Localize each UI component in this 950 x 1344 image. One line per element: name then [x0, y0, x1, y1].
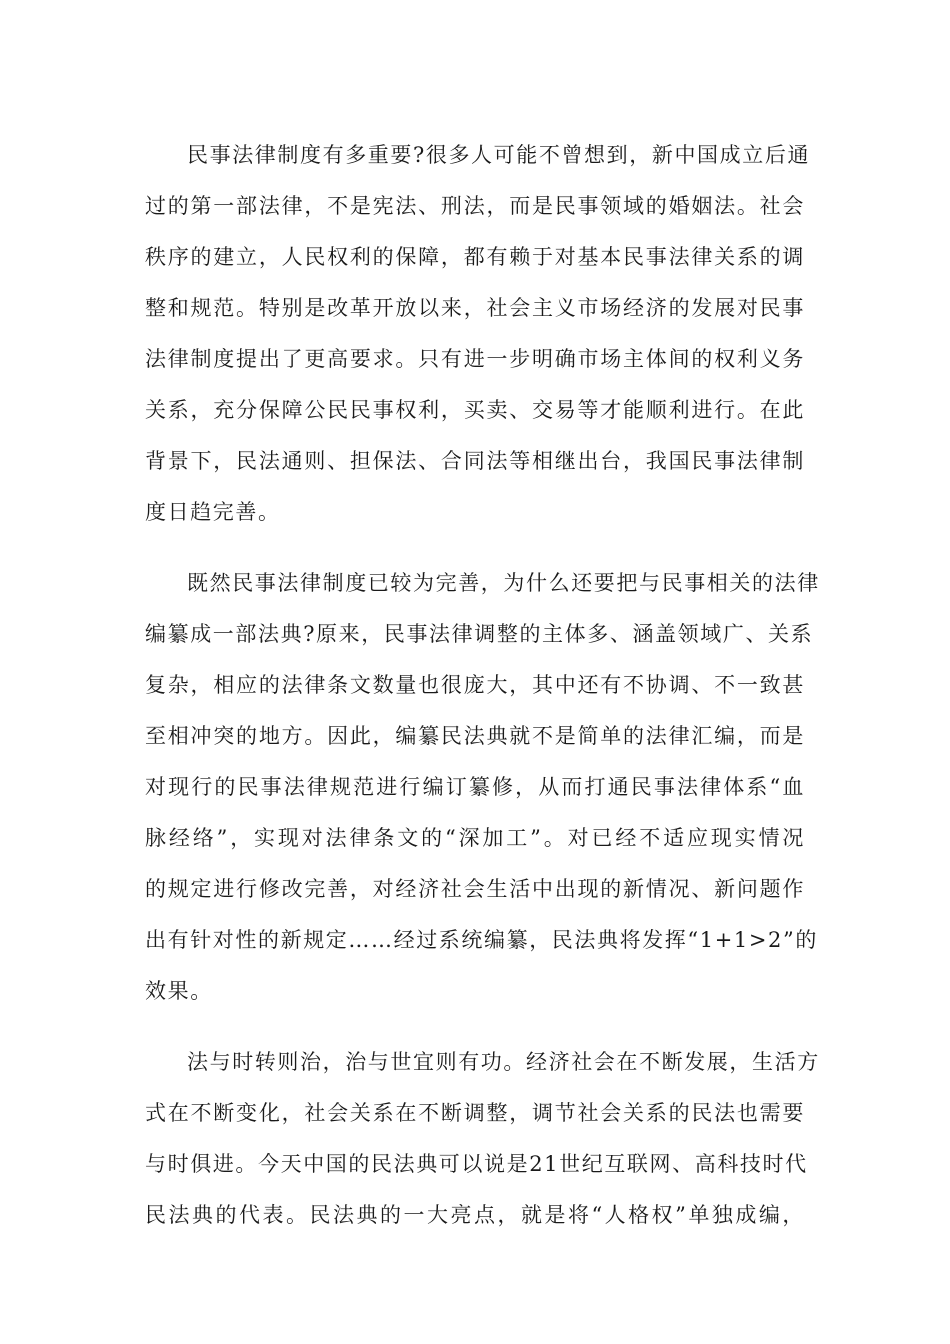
paragraph-1 [145, 130, 811, 538]
paragraph-line: 效果。 [145, 979, 213, 1003]
paragraph-line: 秩序的建立，人民权利的保障，都有赖于对基本民事法律关系的调 [145, 245, 805, 269]
paragraph-line: 对现行的民事法律规范进行编订纂修，从而打通民事法律体系“血 [145, 775, 805, 799]
paragraph-line: 关系，充分保障公民民事权利，买卖、交易等才能顺利进行。在此 [145, 398, 805, 422]
paragraph-line: 与时俱进。今天中国的民法典可以说是21世纪互联网、高科技时代 [145, 1152, 808, 1176]
document-body [145, 130, 820, 1241]
paragraph-line: 复杂，相应的法律条文数量也很庞大，其中还有不协调、不一致甚 [145, 673, 805, 697]
paragraph-line: 编纂成一部法典?原来，民事法律调整的主体多、涵盖领域广、关系 [145, 622, 814, 646]
paragraph-line: 民法典的代表。民法典的一大亮点，就是将“人格权”单独成编， [145, 1203, 805, 1227]
paragraph-line: 的规定进行修改完善，对经济社会生活中出现的新情况、新问题作 [145, 877, 805, 901]
paragraph-line: 法律制度提出了更高要求。只有进一步明确市场主体间的权利义务 [145, 347, 805, 371]
paragraph-line: 脉经络”，实现对法律条文的“深加工”。对已经不适应现实情况 [145, 826, 805, 850]
paragraph-line: 至相冲突的地方。因此，编纂民法典就不是简单的法律汇编，而是 [145, 724, 805, 748]
paragraph-line: 出有针对性的新规定……经过系统编纂，民法典将发挥“1+1>2”的 [145, 928, 818, 952]
paragraph-line: 整和规范。特别是改革开放以来，社会主义市场经济的发展对民事 [145, 296, 805, 320]
paragraph-3 [145, 1037, 820, 1241]
paragraph-line: 度日趋完善。 [145, 500, 281, 524]
paragraph-line: 式在不断变化，社会关系在不断调整，调节社会关系的民法也需要 [145, 1101, 805, 1125]
paragraph-line: 法与时转则治，治与世宜则有功。经济社会在不断发展，生活方 [187, 1050, 820, 1074]
paragraph-line: 过的第一部法律，不是宪法、刑法，而是民事领域的婚姻法。社会 [145, 194, 805, 218]
paragraph-2 [145, 558, 820, 1017]
paragraph-line: 既然民事法律制度已较为完善，为什么还要把与民事相关的法律 [187, 571, 820, 595]
paragraph-line: 民事法律制度有多重要?很多人可能不曾想到，新中国成立后通 [187, 143, 811, 167]
paragraph-line: 背景下，民法通则、担保法、合同法等相继出台，我国民事法律制 [145, 449, 805, 473]
